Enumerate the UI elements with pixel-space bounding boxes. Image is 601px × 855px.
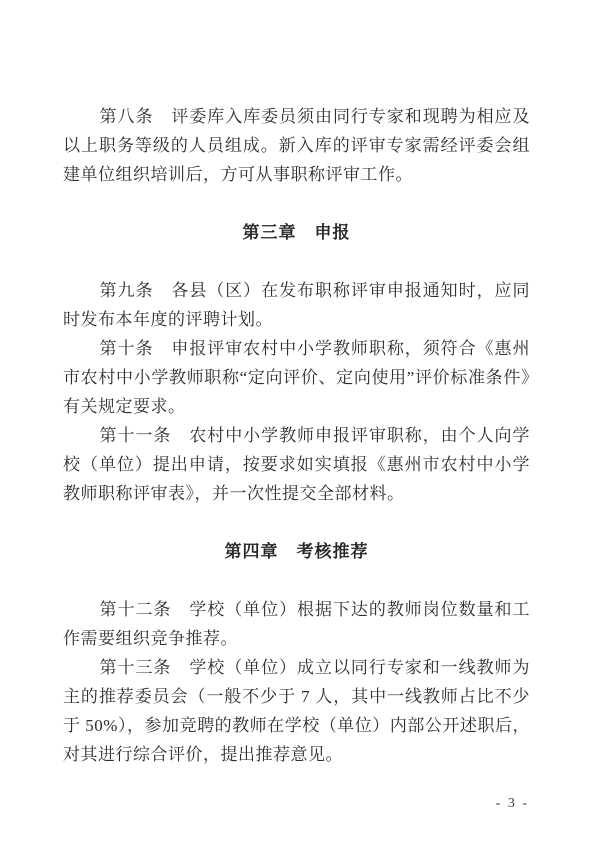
chapter-4-heading: 第四章 考核推荐 [224, 542, 369, 561]
article-9-paragraph: 第九条 各县（区）在发布职称评审申报通知时，应同时发布本年度的评聘计划。 [63, 281, 530, 329]
article-11-paragraph: 第十一条 农村中小学教师申报评审职称，由个人向学校（单位）提出申请，按要求如实填报《惠州市农村中小学教师职称评审表》，并一次性提交全部材料。 [63, 426, 530, 503]
article-8-paragraph: 第八条 评委库入库委员须由同行专家和现聘为相应及以上职务等级的人员组成。新入库的评审专家需经评委会组建单位组织培训后，方可从事职称评审工作。 [63, 107, 530, 184]
article-13-paragraph: 第十三条 学校（单位）成立以同行专家和一线教师为主的推荐委员会（一般不少于 7 人，其中一线教师占比不少于 50%），参加竞聘的教师在学校（单位）内部公开述职后，对其进行综合评价，提出推荐意见。 [63, 658, 530, 764]
chapter-3-heading: 第三章 申报 [242, 223, 351, 242]
page-number: - 3 - [495, 796, 529, 811]
article-10-paragraph: 第十条 申报评审农村中小学教师职称，须符合《惠州市农村中小学教师职称“定向评价、定向使用”评价标准条件》有关规定要求。 [63, 339, 530, 416]
article-12-paragraph: 第十二条 学校（单位）根据下达的教师岗位数量和工作需要组织竞争推荐。 [63, 600, 530, 648]
